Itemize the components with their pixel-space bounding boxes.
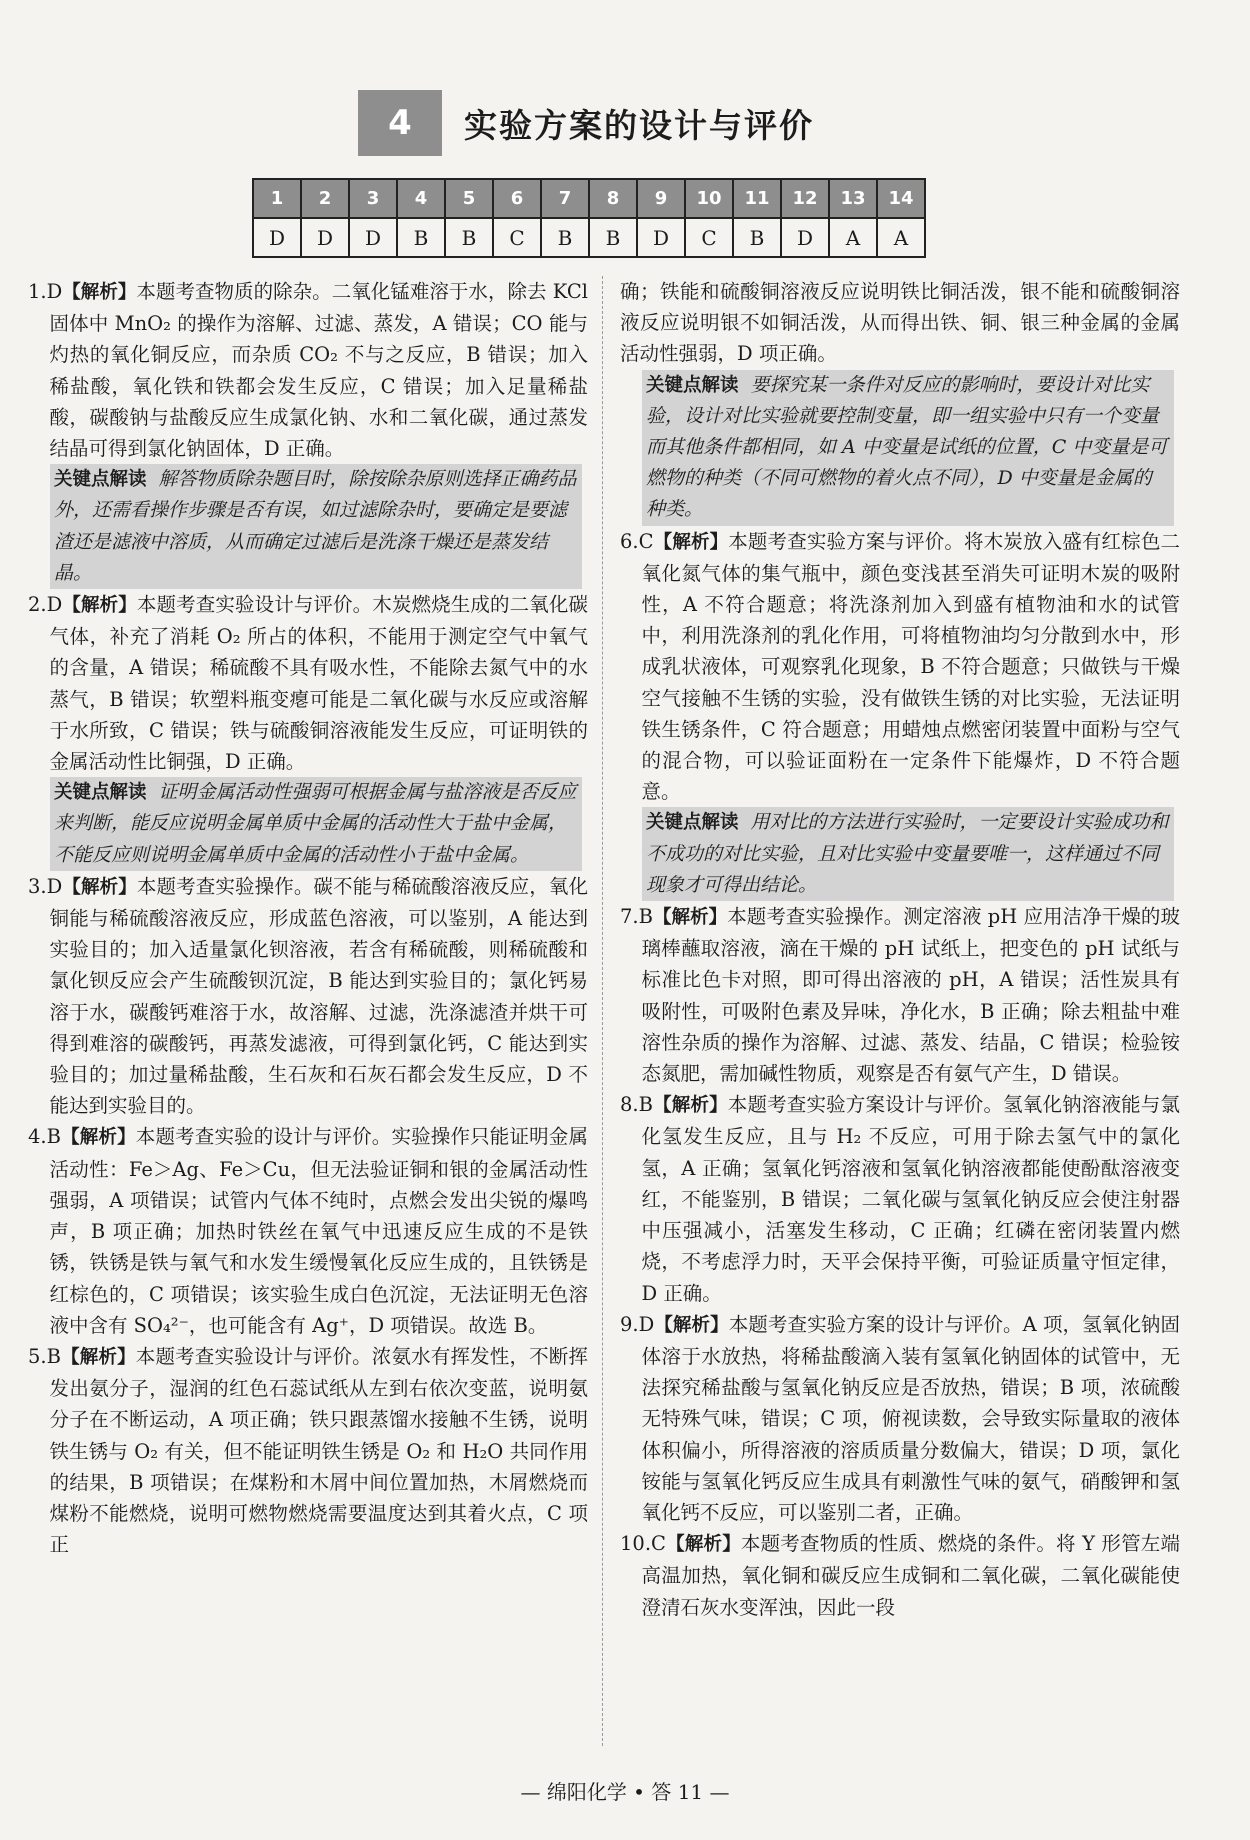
- answer-table-number-cell: 12: [781, 179, 829, 218]
- answer-table-answer-cell: B: [541, 218, 589, 257]
- section-title: 实验方案的设计与评价: [464, 105, 814, 145]
- answer-table-number-row: [253, 179, 925, 218]
- answer-table-answer-cell: D: [301, 218, 349, 257]
- column-divider: [602, 276, 603, 1746]
- answer-4: 4.B【解析】本题考查实验的设计与评价。实验操作只能证明金属活动性：Fe＞Ag、Fe＞Cu，但无法验证铜和银的金属活动性强弱，A 项错误；试管内气体不纯时，点燃会发出尖锐的爆鸣声，B 项正确；加热时铁丝在氧气中迅速反应生成的不是铁锈，铁锈是铁与氧气和水发生缓慢氧化反应生成的，且铁锈是红棕色的，C 项错误；该实验生成白色沉淀，无法证明无色溶液中含有 SO₄²⁻，也可能含有 Ag⁺，D 项错误。故选 B。: [28, 1125, 588, 1337]
- answer-table-number-cell: 5: [445, 179, 493, 218]
- answer-5-continued: 确；铁能和硫酸铜溶液反应说明铁比铜活泼，银不能和硫酸铜溶液反应说明银不如铜活泼，从而得出铁、铜、银三种金属的金属活动性强弱，D 项正确。: [620, 280, 1180, 366]
- key-point-1: 关键点解读 解答物质除杂题目时，除按除杂原则选择正确药品外，还需看操作步骤是否有误，如过滤除杂时，要确定是要滤渣还是滤液中溶质，从而确定过滤后是洗涤干燥还是蒸发结晶。: [50, 464, 582, 589]
- answer-1: 1.D【解析】本题考查物质的除杂。二氧化锰难溶于水，除去 KCl 固体中 MnO₂ 的操作为溶解、过滤、蒸发，A 错误；CO 能与灼热的氧化铜反应，而杂质 CO₂ 不与之反应，B 错误；加入稀盐酸，氧化铁和铁都会发生反应，C 错误；加入足量稀盐酸，碳酸钠与盐酸反应生成氯化钠、水和二氧化碳，通过蒸发结晶可得到氯化钠固体，D 正确。: [28, 280, 588, 461]
- answer-table-number-cell: 13: [829, 179, 877, 218]
- answer-table-number-cell: 4: [397, 179, 445, 218]
- answer-table-answer-cell: D: [781, 218, 829, 257]
- answer-table-number-cell: 11: [733, 179, 781, 218]
- answer-table-number-cell: 7: [541, 179, 589, 218]
- answer-5: 5.B【解析】本题考查实验设计与评价。浓氨水有挥发性，不断挥发出氨分子，湿润的红色石蕊试纸从左到右依次变蓝，说明氨分子在不断运动，A 项正确；铁只跟蒸馏水接触不生锈，说明铁生锈与 O₂ 有关，但不能证明铁生锈是 O₂ 和 H₂O 共同作用的结果，B 项错误；在煤粉和木屑中间位置加热，木屑燃烧而煤粉不能燃烧，说明可燃物燃烧需要温度达到其着火点，C 项正: [28, 1344, 588, 1557]
- answer-table-number-cell: 8: [589, 179, 637, 218]
- left-column: [28, 276, 588, 1560]
- answer-table-answer-cell: D: [637, 218, 685, 257]
- answer-table-number-cell: 1: [253, 179, 301, 218]
- answer-table-answer-cell: B: [733, 218, 781, 257]
- answer-table-answer-cell: B: [397, 218, 445, 257]
- answer-table-number-cell: 3: [349, 179, 397, 218]
- answer-table-answer-cell: C: [493, 218, 541, 257]
- answer-table-answer-cell: A: [877, 218, 925, 257]
- answer-table-answer-cell: C: [685, 218, 733, 257]
- answer-table-answer-cell: A: [829, 218, 877, 257]
- answer-table: [252, 178, 926, 258]
- key-point-6: 关键点解读 用对比的方法进行实验时，一定要设计实验成功和不成功的对比实验，且对比实验中变量要唯一，这样通过不同现象才可得出结论。: [642, 807, 1174, 901]
- answer-table-answer-cell: B: [445, 218, 493, 257]
- section-header: [358, 90, 814, 156]
- answer-table-number-cell: 14: [877, 179, 925, 218]
- answer-table-number-cell: 6: [493, 179, 541, 218]
- answer-table-answer-row: [253, 218, 925, 257]
- key-point-2: 关键点解读 证明金属活动性强弱可根据金属与盐溶液是否反应来判断，能反应说明金属单质中金属的活动性大于盐中金属，不能反应则说明金属单质中金属的活动性小于盐中金属。: [50, 777, 582, 871]
- answer-table-number-cell: 10: [685, 179, 733, 218]
- answer-7: 7.B【解析】本题考查实验操作。测定溶液 pH 应用洁净干燥的玻璃棒蘸取溶液，滴在干燥的 pH 试纸上，把变色的 pH 试纸与标准比色卡对照，即可得出溶液的 pH，A 错误；活性炭具有吸附性，可吸附色素及异味，净化水，B 正确；除去粗盐中难溶性杂质的操作为溶解、过滤、蒸发、结晶，C 错误；检验铵态氮肥，需加碱性物质，观察是否有氨气产生，D 错误。: [620, 905, 1180, 1086]
- answer-3: 3.D【解析】本题考查实验操作。碳不能与稀硫酸溶液反应，氧化铜能与稀硫酸溶液反应，形成蓝色溶液，可以鉴别，A 能达到实验目的；加入适量氯化钡溶液，若含有稀硫酸，则稀硫酸和氯化钡反应会产生硫酸钡沉淀，B 能达到实验目的；氯化钙易溶于水，碳酸钙难溶于水，故溶解、过滤，洗涤滤渣并烘干可得到难溶的碳酸钙，再蒸发滤液，可得到氯化钙，C 能达到实验目的；加过量稀盐酸，生石灰和石灰石都会发生反应，D 不能达到实验目的。: [28, 874, 588, 1118]
- answer-8: 8.B【解析】本题考查实验方案设计与评价。氢氧化钠溶液能与氯化氢发生反应，且与 H₂ 不反应，可用于除去氢气中的氯化氢，A 正确；氢氧化钙溶液和氢氧化钠溶液都能使酚酞溶液变红，不能鉴别，B 错误；二氧化碳与氢氧化钠反应会使注射器中压强减小，活塞发生移动，C 正确；红磷在密闭装置内燃烧，不考虑浮力时，天平会保持平衡，可验证质量守恒定律，D 正确。: [620, 1093, 1180, 1305]
- answer-6: 6.C【解析】本题考查实验方案与评价。将木炭放入盛有红棕色二氧化氮气体的集气瓶中，颜色变浅甚至消失可证明木炭的吸附性，A 不符合题意；将洗涤剂加入到盛有植物油和水的试管中，利用洗涤剂的乳化作用，可将植物油均匀分散到水中，形成乳状液体，可观察乳化现象，B 不符合题意；只做铁与干燥空气接触不生锈的实验，没有做铁生锈的对比实验，无法证明铁生锈条件，C 符合题意；用蜡烛点燃密闭装置中面粉与空气的混合物，可以验证面粉在一定条件下能爆炸，D 不符合题意。: [620, 529, 1180, 804]
- answer-table-answer-cell: B: [589, 218, 637, 257]
- answer-table-number-cell: 2: [301, 179, 349, 218]
- answer-table-answer-cell: D: [253, 218, 301, 257]
- answer-2: 2.D【解析】本题考查实验设计与评价。木炭燃烧生成的二氧化碳气体，补充了消耗 O₂ 所占的体积，不能用于测定空气中氧气的含量，A 错误；稀硫酸不具有吸水性，不能除去氮气中的水蒸气，B 错误；软塑料瓶变瘪可能是二氧化碳与水反应或溶解于水所致，C 错误；铁与硫酸铜溶液能发生反应，可证明铁的金属活动性比铜强，D 正确。: [28, 593, 588, 774]
- answer-table-number-cell: 9: [637, 179, 685, 218]
- key-point-5: 关键点解读 要探究某一条件对反应的影响时，要设计对比实验，设计对比实验就要控制变量，即一组实验中只有一个变量而其他条件都相同，如 A 中变量是试纸的位置，C 中变量是可燃物的种类（不同可燃物的着火点不同），D 中变量是金属的种类。: [642, 370, 1174, 526]
- page-footer: — 绵阳化学 • 答 11 —: [520, 1780, 730, 1804]
- answer-10: 10.C【解析】本题考查物质的性质、燃烧的条件。将 Y 形管左端高温加热，氧化铜和碳反应生成铜和二氧化碳，二氧化碳能使澄清石灰水变浑浊，因此一段: [620, 1532, 1180, 1619]
- right-column: [620, 276, 1180, 1623]
- section-number: 4: [358, 90, 442, 156]
- answer-9: 9.D【解析】本题考查实验方案的设计与评价。A 项，氢氧化钠固体溶于水放热，将稀盐酸滴入装有氢氧化钠固体的试管中，无法探究稀盐酸与氢氧化钠反应是否放热，错误；B 项，浓硫酸无特殊气味，错误；C 项，俯视读数，会导致实际量取的液体体积偏小，所得溶液的溶质质量分数偏大，错误；D 项，氯化铵能与氢氧化钙反应生成具有刺激性气味的氨气，硝酸钾和氢氧化钙不反应，可以鉴别二者，正确。: [620, 1312, 1180, 1524]
- answer-table-answer-cell: D: [349, 218, 397, 257]
